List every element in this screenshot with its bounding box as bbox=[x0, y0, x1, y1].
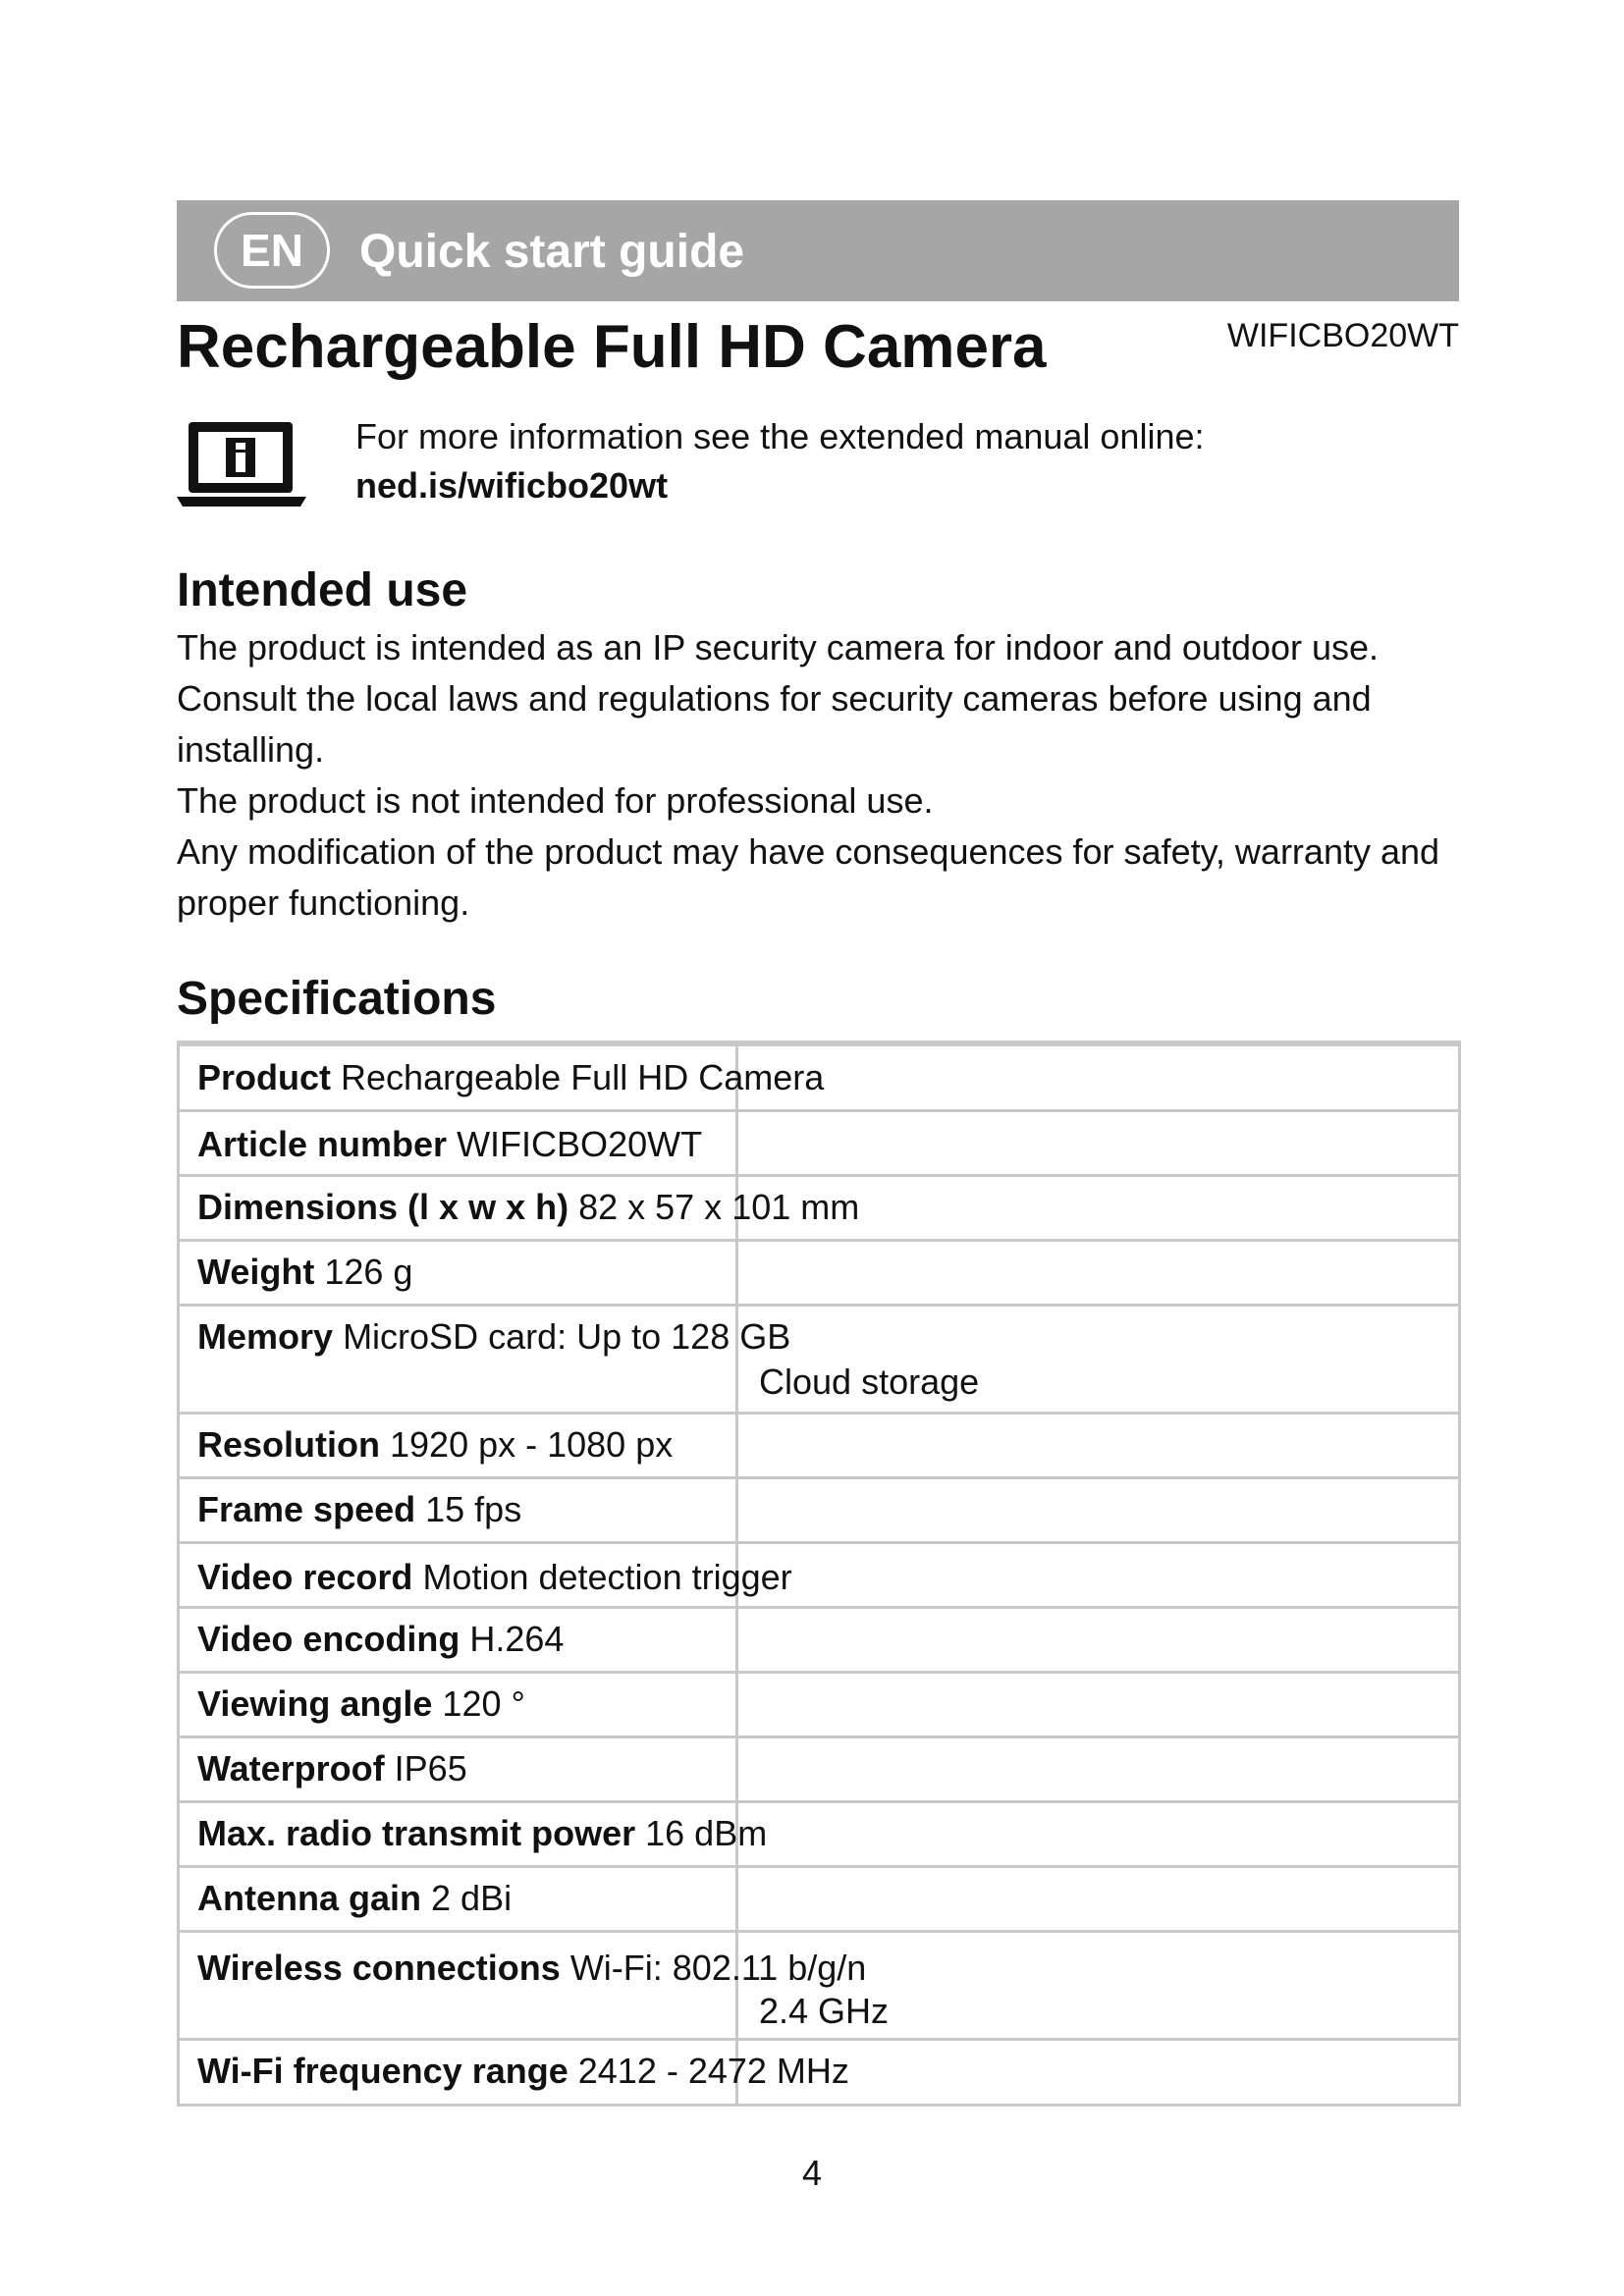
paragraph: Any modification of the product may have consequences for safety, warranty and proper functioning. bbox=[177, 831, 1440, 923]
spec-row-wireless-connections bbox=[180, 1930, 1458, 2038]
spec-value: 82 x 57 x 101 mm bbox=[578, 1187, 860, 1227]
spec-label: Article number bbox=[197, 1124, 448, 1164]
spec-value: 120 ° bbox=[442, 1683, 525, 1724]
paragraph: The product is not intended for professional use. bbox=[177, 780, 934, 821]
model-number: WIFICBO20WT bbox=[1226, 317, 1459, 354]
spec-label: Video encoding bbox=[197, 1619, 460, 1659]
spec-value: 15 fps bbox=[425, 1489, 522, 1529]
spec-row-dimensions bbox=[180, 1174, 1458, 1239]
spec-row-video-encoding bbox=[180, 1606, 1458, 1671]
spec-value: 126 g bbox=[324, 1252, 413, 1292]
info-text: For more information see the extended manual online: bbox=[355, 416, 1205, 456]
spec-row-viewing-angle bbox=[180, 1671, 1458, 1735]
info-block bbox=[355, 412, 1205, 510]
spec-row-video-record bbox=[180, 1541, 1458, 1606]
spec-label: Frame speed bbox=[197, 1489, 416, 1529]
spec-value-secondary: 2.4 GHz bbox=[759, 1991, 890, 2031]
spec-label: Waterproof bbox=[197, 1748, 385, 1789]
specifications-heading: Specifications bbox=[177, 973, 497, 1025]
language-badge: EN bbox=[214, 212, 330, 289]
spec-row-frame-speed bbox=[180, 1476, 1458, 1541]
spec-value: 1920 px - 1080 px bbox=[390, 1424, 674, 1465]
page-number: 4 bbox=[801, 2153, 823, 2193]
spec-row-transmit-power bbox=[180, 1800, 1458, 1865]
spec-row-waterproof bbox=[180, 1735, 1458, 1800]
specifications-table bbox=[177, 1041, 1461, 2107]
spec-row-wifi-frequency bbox=[180, 2038, 1458, 2104]
spec-value: 2 dBi bbox=[431, 1878, 513, 1918]
spec-value: MicroSD card: Up to 128 GB bbox=[343, 1316, 791, 1357]
banner-title: Quick start guide bbox=[359, 226, 745, 278]
spec-value: Rechargeable Full HD Camera bbox=[341, 1057, 825, 1097]
spec-row-article-number bbox=[180, 1109, 1458, 1174]
laptop-info-icon bbox=[177, 418, 306, 508]
intended-use-text bbox=[177, 622, 1463, 929]
manual-link[interactable]: ned.is/wificbo20wt bbox=[355, 465, 669, 506]
spec-row-weight bbox=[180, 1239, 1458, 1304]
spec-value: 2412 - 2472 MHz bbox=[577, 2051, 849, 2091]
spec-row-resolution bbox=[180, 1412, 1458, 1476]
document-title: Rechargeable Full HD Camera bbox=[177, 313, 1047, 381]
spec-row-memory bbox=[180, 1304, 1458, 1412]
spec-label: Video record bbox=[197, 1557, 413, 1597]
spec-value: H.264 bbox=[469, 1619, 565, 1659]
spec-value: Wi-Fi: 802.11 b/g/n bbox=[569, 1948, 867, 1988]
spec-row-product bbox=[180, 1043, 1458, 1109]
spec-value: WIFICBO20WT bbox=[457, 1124, 703, 1164]
section-banner bbox=[177, 200, 1459, 301]
spec-value-secondary: Cloud storage bbox=[759, 1362, 980, 1402]
spec-label: Viewing angle bbox=[197, 1683, 433, 1724]
spec-label: Resolution bbox=[197, 1424, 380, 1465]
spec-value: 16 dBm bbox=[645, 1813, 768, 1853]
spec-label: Wi-Fi frequency range bbox=[197, 2051, 568, 2091]
spec-label: Dimensions (l x w x h) bbox=[197, 1187, 569, 1227]
intended-use-heading: Intended use bbox=[177, 564, 468, 616]
spec-row-antenna-gain bbox=[180, 1865, 1458, 1930]
spec-label: Wireless connections bbox=[197, 1948, 561, 1988]
spec-value: Motion detection trigger bbox=[422, 1557, 792, 1597]
paragraph: The product is intended as an IP security camera for indoor and outdoor use. Consult the local laws and regulations for security cameras before using and installing. bbox=[177, 627, 1380, 770]
spec-label: Weight bbox=[197, 1252, 315, 1292]
spec-label: Product bbox=[197, 1057, 332, 1097]
spec-label: Memory bbox=[197, 1316, 334, 1357]
spec-label: Max. radio transmit power bbox=[197, 1813, 636, 1853]
spec-label: Antenna gain bbox=[197, 1878, 422, 1918]
spec-value: IP65 bbox=[394, 1748, 467, 1789]
